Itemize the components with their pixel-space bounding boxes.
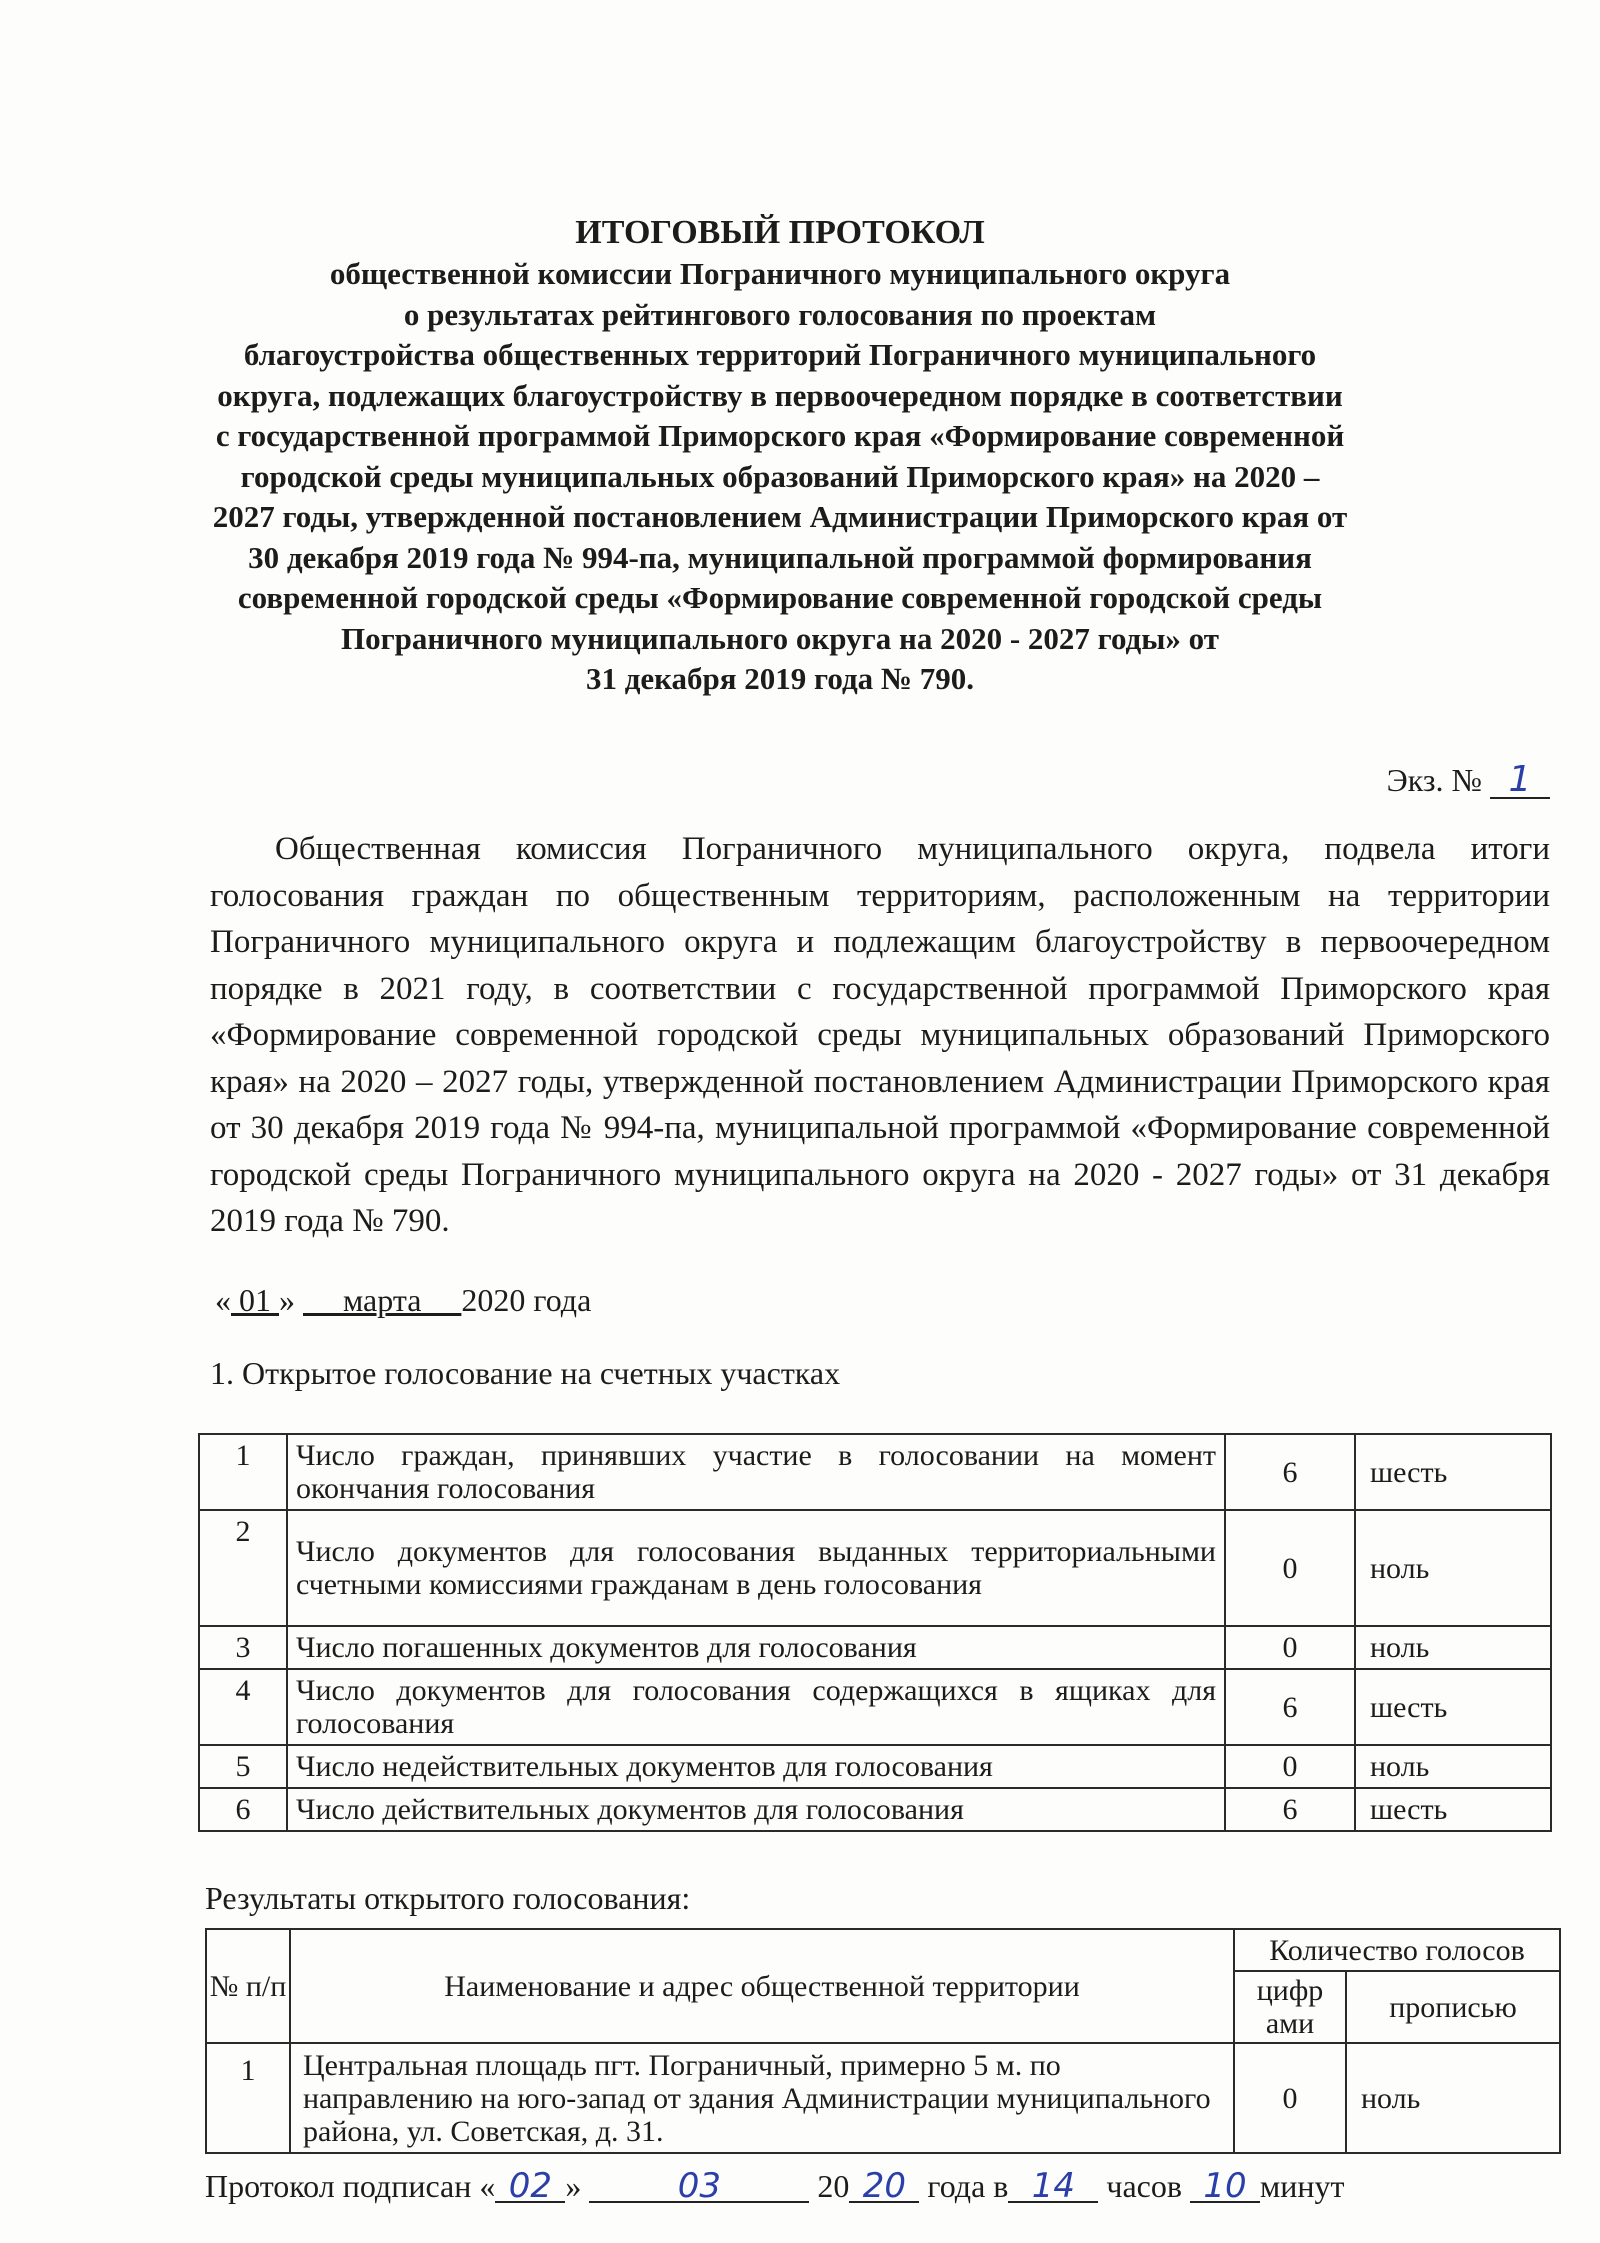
row-description: Число действительных документов для голосования <box>287 1788 1225 1831</box>
document-title: ИТОГОВЫЙ ПРОТОКОЛ <box>575 214 985 251</box>
intro-paragraph: Общественная комиссия Пограничного муниципального округа, подвела итоги голосования граждан по общественным территориям, расположенным на территории Пограничного муниципального округа и подлежащим благоустройству в первоочередном порядке в 2021 году, в соответствии с государственной программой Приморского края «Формирование современной городской среды муниципальных образований Приморского края» на 2020 – 2027 годы, утвержденной постановлением Администрации Приморского края от 30 декабря 2019 года № 994-па, муниципальной программой «Формирование современной городской среды Пограничного муниципального округа на 2020 - 2027 годы» от 31 декабря 2019 года № 790. <box>210 831 1550 1239</box>
signed-year: 20 <box>849 2171 919 2203</box>
row-description: Число документов для голосования выданных территориальными счетными комиссиями гражданам в день голосования <box>287 1510 1225 1626</box>
title-line: общественной комиссии Пограничного муниципального округа <box>329 256 1231 291</box>
date-quote-open: « <box>215 1282 231 1318</box>
title-block <box>200 212 1360 700</box>
signed-year-prefix: 20 <box>817 2168 850 2204</box>
row-value-words: шесть <box>1355 1669 1551 1745</box>
table-row <box>199 1669 1551 1745</box>
header-digits: цифр ами <box>1234 1971 1346 2043</box>
table-row <box>199 1626 1551 1669</box>
date-quote-close: » <box>279 1282 295 1318</box>
result-territory-name: Центральная площадь пгт. Пограничный, примерно 5 м. по направлению на юго-запад от здания Администрации муниципального района, ул. Советская, д. 31. <box>290 2043 1234 2153</box>
header-words: прописью <box>1346 1971 1560 2043</box>
row-value: 6 <box>1225 1434 1355 1510</box>
title-line: округа, подлежащих благоустройству в первоочередном порядке в соответствии <box>217 377 1343 413</box>
row-number: 4 <box>199 1669 287 1745</box>
row-value: 6 <box>1225 1788 1355 1831</box>
title-line: с государственной программой Приморского края «Формирование современной <box>215 418 1345 453</box>
section-1-title: 1. Открытое голосование на счетных участках <box>210 1355 841 1391</box>
title-line: о результатах рейтингового голосования по проектам <box>403 296 1157 332</box>
copy-number-line <box>1386 759 1550 800</box>
copy-number-handwritten: 1 <box>1490 763 1550 799</box>
row-description: Число граждан, принявших участие в голосовании на момент окончания голосования <box>287 1434 1225 1510</box>
result-votes-words: ноль <box>1346 2043 1560 2153</box>
title-line: 31 декабря 2019 года № 790. <box>585 661 975 696</box>
header-row <box>206 1929 1560 1971</box>
header-votes: Количество голосов <box>1234 1929 1560 1971</box>
row-value: 0 <box>1225 1510 1355 1626</box>
row-value-words: ноль <box>1355 1745 1551 1788</box>
table-row <box>206 2043 1560 2153</box>
row-description: Число погашенных документов для голосования <box>287 1626 1225 1669</box>
row-number: 5 <box>199 1745 287 1788</box>
row-value-words: ноль <box>1355 1626 1551 1669</box>
signed-hour: 14 <box>1008 2171 1098 2203</box>
signed-month: 03 <box>589 2171 809 2203</box>
row-number: 2 <box>199 1510 287 1626</box>
row-value: 6 <box>1225 1669 1355 1745</box>
row-description: Число недействительных документов для голосования <box>287 1745 1225 1788</box>
row-value-words: шесть <box>1355 1434 1551 1510</box>
row-value: 0 <box>1225 1745 1355 1788</box>
signed-line <box>205 2168 1344 2205</box>
title-line: благоустройства общественных территорий Пограничного муниципального <box>243 337 1317 372</box>
voting-summary-table <box>198 1433 1552 1832</box>
result-votes-digits: 0 <box>1234 2043 1346 2153</box>
signed-minute: 10 <box>1190 2171 1260 2203</box>
header-num: № п/п <box>206 1929 290 2043</box>
result-number: 1 <box>206 2043 290 2153</box>
title-line: 2027 годы, утвержденной постановлением Администрации Приморского края от <box>212 499 1348 534</box>
results-title: Результаты открытого голосования: <box>205 1880 691 1916</box>
protocol-date <box>215 1282 591 1319</box>
date-year: 2020 года <box>461 1282 592 1318</box>
copy-label: Экз. № <box>1386 762 1482 798</box>
row-description: Число документов для голосования содержащихся в ящиках для голосования <box>287 1669 1225 1745</box>
row-value-words: ноль <box>1355 1510 1551 1626</box>
table-row <box>199 1788 1551 1831</box>
table-row <box>199 1510 1551 1626</box>
date-day: 01 <box>231 1282 279 1318</box>
row-value-words: шесть <box>1355 1788 1551 1831</box>
date-month: марта <box>303 1282 462 1318</box>
signed-hours-label: часов <box>1106 2168 1182 2204</box>
signed-minutes-label: минут <box>1259 2168 1345 2204</box>
signed-prefix: Протокол подписан « <box>205 2168 496 2204</box>
row-number: 1 <box>199 1434 287 1510</box>
title-line: городской среды муниципальных образований Приморского края» на 2020 – <box>240 458 1320 494</box>
table-row <box>199 1434 1551 1510</box>
row-number: 6 <box>199 1788 287 1831</box>
title-line: Пограничного муниципального округа на 2020 - 2027 годы» от <box>340 620 1220 656</box>
row-value: 0 <box>1225 1626 1355 1669</box>
row-number: 3 <box>199 1626 287 1669</box>
title-line: современной городской среды «Формирование современной городской среды <box>237 580 1323 615</box>
table-row <box>199 1745 1551 1788</box>
header-name: Наименование и адрес общественной территории <box>290 1929 1234 2043</box>
signed-day: 02 <box>495 2171 565 2203</box>
signed-year-suffix: года в <box>927 2168 1009 2204</box>
signed-quote-close: » <box>565 2168 582 2204</box>
title-line: 30 декабря 2019 года № 994-па, муниципальной программой формирования <box>248 539 1312 575</box>
results-table <box>205 1928 1561 2154</box>
